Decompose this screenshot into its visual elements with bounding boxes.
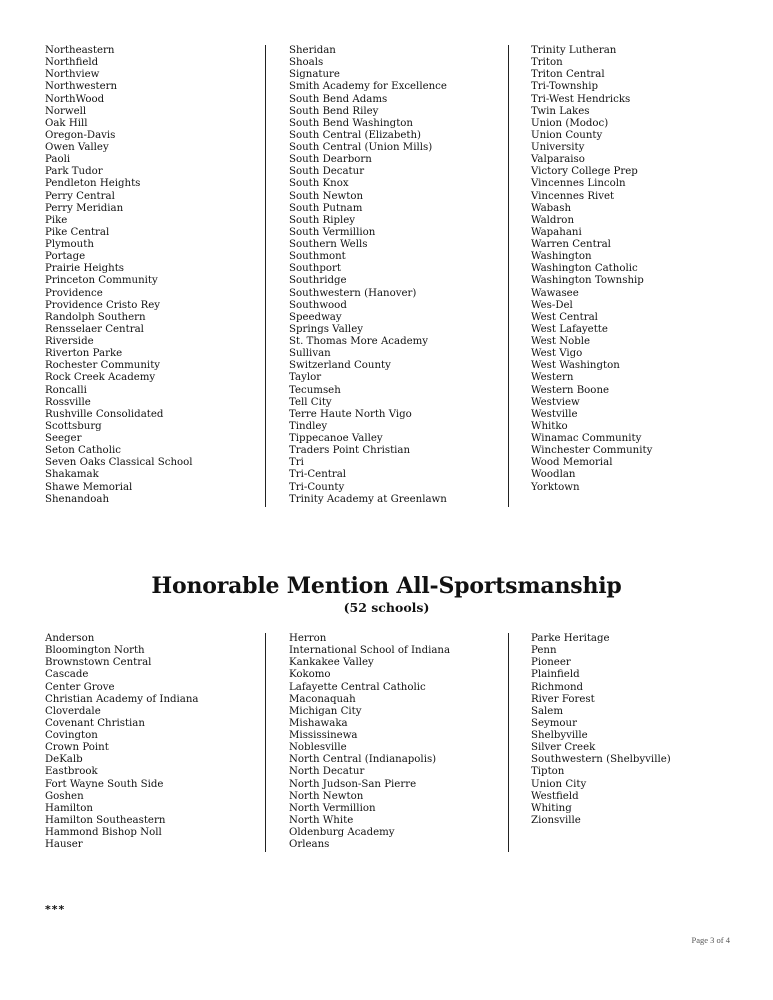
school-name: Kankakee Valley [289,657,374,669]
school-name: Tindley [289,420,328,432]
column-divider [265,45,266,507]
school-name: Western Boone [531,384,610,396]
school-name: South Newton [289,190,364,202]
school-name: Scottsburg [45,420,102,432]
school-name: Covenant Christian [45,717,145,729]
school-name: Oregon-Davis [45,129,116,141]
school-name: Southridge [289,275,347,287]
school-name: Northfield [45,57,99,69]
school-name: Southern Wells [289,239,368,250]
school-name: Valparaiso [531,154,585,166]
school-name: River Forest [531,693,595,705]
school-name: Smith Academy for Excellence [289,81,447,93]
school-name: South Bend Adams [289,93,388,105]
school-name: Taylor [289,372,322,384]
school-name: Union (Modoc) [531,117,609,129]
school-name: Rensselaer Central [45,323,144,335]
school-name: Northwestern [45,81,118,93]
school-name: Triton Central [531,69,605,81]
school-name: Tippecanoe Valley [289,433,383,444]
school-name: Northeastern [45,45,115,56]
top-column-3 [531,45,652,494]
school-name: International School of Indiana [289,645,451,657]
column-divider [508,633,509,852]
top-column-2 [289,45,447,506]
school-name: Rock Creek Academy [45,372,156,384]
school-name: Herron [289,633,327,644]
school-name: South Knox [289,178,349,190]
school-name: Western [531,372,574,384]
school-name: Orleans [289,839,330,851]
school-name: Eastbrook [45,766,98,778]
school-name: Mississinewa [289,730,358,741]
school-name: Yorktown [531,481,580,493]
bottom-column-3 [531,633,671,827]
school-name: Washington Catholic [531,263,638,275]
school-name: North Judson-San Pierre [289,778,417,790]
school-name: Plymouth [45,239,94,250]
school-name: Tecumseh [289,384,341,396]
school-name: Tri [289,457,304,469]
school-name: Sullivan [289,348,331,360]
school-name: Crown Point [45,742,109,754]
column-divider [265,633,266,852]
school-name: South Central (Union Mills) [289,142,433,153]
school-name: Noblesville [289,742,347,754]
school-name: Maconaquah [289,693,356,705]
school-name: Washington Township [531,275,644,287]
school-name: Shakamak [45,469,99,481]
school-name: Salem [531,705,564,717]
school-name: Southwood [289,299,347,311]
school-name: South Central (Elizabeth) [289,129,422,141]
school-name: Norwell [45,105,87,117]
section-separator-stars: *** [45,903,66,916]
school-name: Switzerland County [289,360,391,372]
school-name: Providence Cristo Rey [45,299,161,311]
school-name: Twin Lakes [531,105,590,117]
school-name: Mishawaka [289,717,348,729]
school-name: Riverton Parke [45,348,123,360]
school-name: Randolph Southern [45,311,146,323]
school-name: Oak Hill [45,117,88,129]
school-name: Woodlan [531,469,576,481]
school-name: Tri-Township [531,81,598,93]
school-name: Prairie Heights [45,263,125,275]
school-name: North Newton [289,790,364,802]
school-name: North Central (Indianapolis) [289,754,437,766]
school-name: West Lafayette [531,323,608,335]
school-name: Southwestern (Shelbyville) [531,754,671,766]
school-name: Westfield [531,790,579,802]
school-name: DeKalb [45,754,83,766]
school-name: Southport [289,263,341,275]
section-heading [0,572,773,616]
school-name: Tell City [289,396,332,408]
school-name: Penn [531,645,557,657]
section-subtitle: (52 schools) [343,600,430,615]
school-name: Wapahani [531,226,582,238]
school-name: Speedway [289,311,342,323]
school-name: West Washington [531,360,620,372]
school-name: Paoli [45,154,71,166]
school-name: Vincennes Lincoln [531,178,626,190]
school-name: Parke Heritage [531,633,610,644]
school-name: Richmond [531,681,584,693]
school-name: Southwestern (Hanover) [289,287,417,299]
school-name: South Ripley [289,214,356,226]
school-name: Union City [531,778,587,790]
school-name: Washington [531,251,592,263]
school-name: Shoals [289,57,324,69]
school-name: Portage [45,251,86,263]
school-name: Perry Meridian [45,202,124,214]
school-name: Oldenburg Academy [289,827,395,838]
school-name: South Bend Riley [289,105,379,117]
school-name: St. Thomas More Academy [289,336,429,347]
school-name: South Vermillion [289,226,376,238]
school-name: Covington [45,730,98,741]
school-name: Cloverdale [45,705,101,717]
school-name: South Decatur [289,166,365,178]
school-name: Pendleton Heights [45,178,141,190]
school-name: Tipton [531,766,565,778]
school-name: Pike Central [45,226,110,238]
section-title: Honorable Mention All-Sportsmanship [151,573,622,599]
school-name: Trinity Lutheran [531,45,617,56]
school-name: Goshen [45,790,84,802]
school-name: Lafayette Central Catholic [289,681,426,693]
school-name: Seymour [531,717,577,729]
school-name: West Vigo [531,348,583,360]
school-name: Shenandoah [45,493,110,505]
school-name: Southmont [289,251,346,263]
school-name: Anderson [45,633,95,644]
school-name: Owen Valley [45,142,109,153]
school-name: Traders Point Christian [289,445,411,457]
top-column-1 [45,45,193,506]
school-name: Seton Catholic [45,445,121,457]
school-name: Christian Academy of Indiana [45,693,199,705]
school-name: Hammond Bishop Noll [45,827,162,838]
school-name: Winamac Community [531,433,642,444]
school-name: Springs Valley [289,323,363,335]
school-name: North Decatur [289,766,365,778]
school-name: Tri-West Hendricks [531,93,631,105]
bottom-column-1 [45,633,199,851]
school-name: NorthWood [45,93,105,105]
school-name: Bloomington North [45,645,145,657]
school-name: Roncalli [45,384,87,396]
school-name: Northview [45,69,100,81]
school-name: University [531,142,585,153]
school-name: South Dearborn [289,154,372,166]
school-name: South Putnam [289,202,363,214]
school-name: Providence [45,287,103,299]
page-number: Page 3 of 4 [691,935,730,945]
school-name: North Vermillion [289,802,376,814]
school-name: Tri-County [289,481,345,493]
school-name: Rushville Consolidated [45,408,164,420]
school-name: Kokomo [289,669,331,681]
school-name: Shelbyville [531,730,588,741]
school-name: Pioneer [531,657,571,669]
school-name: Wabash [531,202,572,214]
school-name: Princeton Community [45,275,158,287]
school-name: Westview [531,396,580,408]
school-name: North White [289,814,354,826]
school-name: Riverside [45,336,94,347]
school-name: Hamilton Southeastern [45,814,166,826]
school-name: Sheridan [289,45,336,56]
school-name: Wes-Del [531,299,573,311]
school-name: Trinity Academy at Greenlawn [289,493,447,505]
school-name: Whitko [531,420,568,432]
school-name: Winchester Community [531,445,653,457]
column-divider [508,45,509,507]
school-name: Tri-Central [289,469,347,481]
school-name: Zionsville [531,814,581,826]
school-name: Plainfield [531,669,580,681]
school-name: Rossville [45,396,91,408]
school-name: Park Tudor [45,166,103,178]
school-name: Center Grove [45,681,115,693]
school-name: Terre Haute North Vigo [289,408,412,420]
school-name: Rochester Community [45,360,161,372]
school-name: Victory College Prep [531,166,638,178]
school-name: Wawasee [531,287,579,299]
school-name: Seven Oaks Classical School [45,457,193,469]
school-name: Triton [531,57,563,69]
school-name: South Bend Washington [289,117,413,129]
school-name: Michigan City [289,705,362,717]
school-name: Hamilton [45,802,93,814]
school-name: West Noble [531,336,591,347]
school-name: Fort Wayne South Side [45,778,164,790]
school-name: Westville [531,408,578,420]
school-name: Signature [289,69,340,81]
school-name: Brownstown Central [45,657,152,669]
school-name: Perry Central [45,190,115,202]
school-name: Cascade [45,669,89,681]
school-name: Shawe Memorial [45,481,133,493]
school-name: West Central [531,311,598,323]
school-name: Hauser [45,839,83,851]
school-name: Wood Memorial [531,457,613,469]
school-name: Whiting [531,802,572,814]
school-name: Pike [45,214,68,226]
school-name: Vincennes Rivet [531,190,615,202]
school-name: Union County [531,129,603,141]
school-name: Silver Creek [531,742,596,754]
school-name: Waldron [531,214,575,226]
school-name: Warren Central [531,239,611,250]
bottom-column-2 [289,633,450,851]
school-name: Seeger [45,433,82,444]
